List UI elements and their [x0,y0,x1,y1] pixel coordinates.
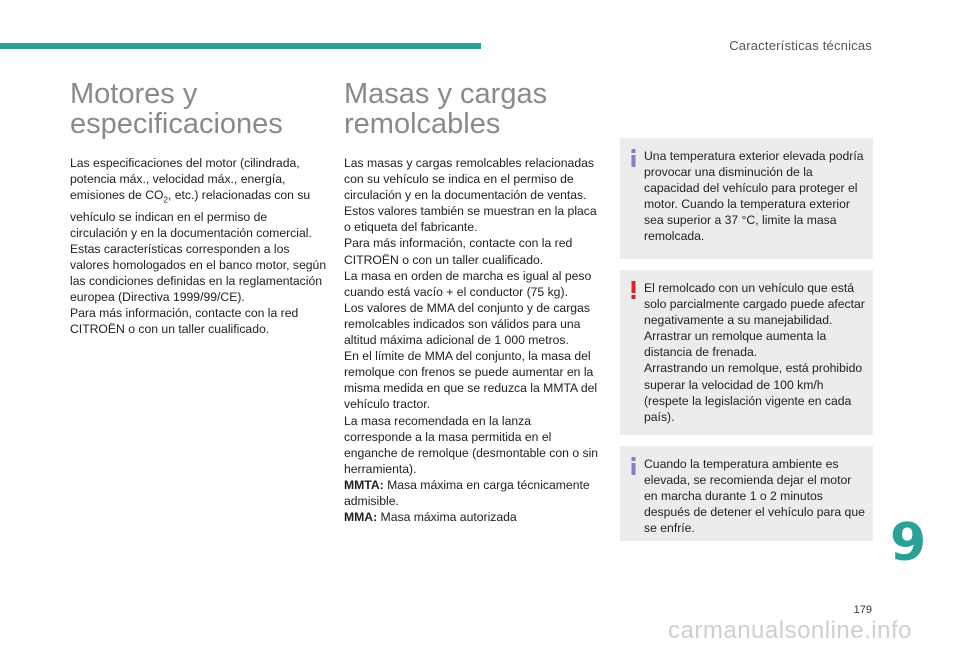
towing-paragraph: La masa en orden de marcha es igual al peso cuando está vacío + el conductor (75 kg). [344,268,592,299]
engines-body [70,155,328,337]
engines-paragraph: Estas características corresponden a los valores homologados en el banco motor, según las condiciones definidas en la reglamentación europea (Directiva 1999/99/CE). [70,241,327,305]
info-note-cooling: Cuando la temperatura ambiente es elevada, se recomienda dejar el motor en marcha durante 1 o 2 minutos después de detener el vehículo para que se enfríe. [620,446,873,541]
info-note-temperature: Una temperatura exterior elevada podría provocar una disminución de la capacidad del vehículo para proteger el motor. Cuando la temperatura exterior sea superior a 37 °C, limite la masa remolcada. [620,138,873,259]
info-icon [629,149,638,167]
towing-paragraph: Las masas y cargas remolcables relacionadas con su vehículo se indica en el permiso de circulación y en la documentación de ventas. [344,156,594,203]
towing-body [344,155,600,525]
info-icon [629,457,638,475]
warning-note-towing: El remolcado con un vehículo que está solo parcialmente cargado puede afectar negativamente a su manejabilidad. Arrastrar un remolque aumenta la distancia de frenada. Arrastrando un remolque, está prohibido superar la velocidad de 100 km/h (respete la legislación vigente en cada país). [620,270,873,435]
section-title: Características técnicas [729,38,872,53]
definition-mmta: MMTA: Masa máxima en carga técnicamente admisible. [344,477,590,508]
towing-title: Masas y cargas remolcables [344,78,548,140]
towing-paragraph: Para más información, contacte con la red CITROËN o con un taller cualificado. [344,236,573,267]
chapter-color-bar [0,43,481,49]
towing-paragraph: Los valores de MMA del conjunto y de cargas remolcables indicados son válidos para una altitud máxima adicional de 1 000 metros. [344,300,590,348]
towing-paragraph: Estos valores también se muestran en la placa o etiqueta del fabricante. [344,204,597,235]
watermark: carmanualsonline.info [668,617,912,644]
chapter-number: 9 [890,513,927,573]
engines-paragraph: Las especificaciones del motor (cilindrada, potencia máx., velocidad máx., energía, emisiones de $CO_2$, etc.) relacionadas con su vehículo se indican en el permiso de circulación y en la documentación comercial. [70,156,312,240]
engines-section [70,79,328,337]
engines-paragraph: Para más información, contacte con la red CITROËN o con un taller cualificado. [70,306,299,337]
towing-section [344,79,600,525]
towing-paragraph: En el límite de MMA del conjunto, la masa del remolque con frenos se puede aumentar en la misma medida en que se reduzca la MMTA del vehículo tractor. [344,349,598,412]
engines-title: Motores y especificaciones [70,78,283,140]
towing-paragraph: La masa recomendada en la lanza corresponde a la masa permitida en el enganche de remolque (desmontable con o sin herramienta). [344,413,599,476]
page-number: 179 [853,604,872,616]
warning-icon [629,281,638,299]
definition-mma: MMA: Masa máxima autorizada [344,510,517,525]
